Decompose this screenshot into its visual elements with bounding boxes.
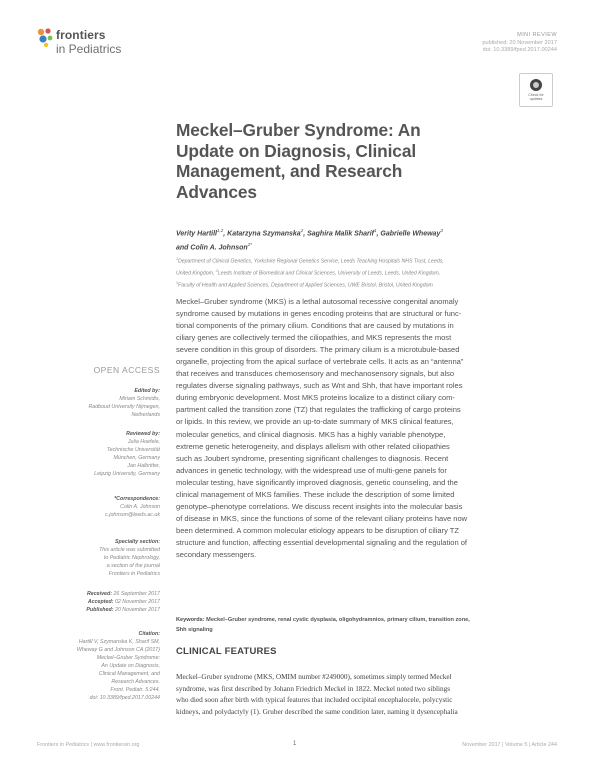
reviewer-line: Technische Universität xyxy=(106,447,160,453)
reviewer-line[interactable]: Jan Halbritter, xyxy=(127,463,160,469)
open-access-label: OPEN ACCESS xyxy=(93,365,160,375)
author-affil-sup: 2* xyxy=(247,242,252,248)
citation-line: An Update on Diagnosis, xyxy=(101,663,160,669)
updates-icon xyxy=(530,79,542,91)
article-title xyxy=(176,120,506,202)
citation-doi[interactable]: doi: 10.3389/fped.2017.00244 xyxy=(89,695,160,701)
dates-block xyxy=(20,590,160,614)
received-date: 26 September 2017 xyxy=(113,591,160,597)
updates-label-line2: updates xyxy=(529,97,543,101)
accepted-label: Accepted: xyxy=(87,599,114,605)
reviewer-line[interactable]: Julia Hoefele, xyxy=(127,439,160,445)
author-affil-sup: 1,2 xyxy=(216,228,224,233)
abstract-line: tional components of the primary cilium. Conditions that are caused by mutations in xyxy=(176,321,454,331)
abstract-line: molecular genetics, and clinical diagnosis. MKS has a highly variable phenotype, xyxy=(176,429,446,439)
abstract-line: been determined. A common molecular etiology appears to be disruption of ciliary TZ xyxy=(176,525,460,535)
article-type: MINI REVIEW xyxy=(517,32,557,38)
specialty-line: This article was submitted xyxy=(99,547,160,553)
citation-heading: Citation: xyxy=(138,631,160,637)
citation-block xyxy=(20,630,160,702)
updates-label-line1: Check for xyxy=(528,93,544,97)
abstract-line: during embryonic development. Most MKS proteins localize to a distinct ciliary com- xyxy=(176,393,455,403)
affil-sup: 3 xyxy=(176,281,178,286)
abstract-line: molecular testing, have significantly improved diagnosis, genetic counseling, and the xyxy=(176,477,458,487)
footer-journal-link[interactable]: Frontiers in Pediatrics | www.frontiersin.org xyxy=(37,742,140,748)
frontiers-logo-icon xyxy=(37,27,54,49)
citation-line: Research Advances. xyxy=(111,679,160,685)
correspondence-heading: *Correspondence: xyxy=(114,496,160,502)
author-name[interactable]: , Gabrielle Wheway xyxy=(376,230,441,238)
accepted-date: 02 November 2017 xyxy=(114,599,160,605)
received-row xyxy=(20,590,160,598)
abstract-line: secondary messengers. xyxy=(176,549,257,559)
abstract-line: severe condition in this group of disorders. The primary cilium is a microtubule-based xyxy=(176,345,460,355)
affiliations xyxy=(176,255,556,292)
abstract-line: extreme genetic heterogeneity, and displays allelism with other related ciliopathies xyxy=(176,441,450,451)
author-name[interactable]: , Katarzyna Szymanska xyxy=(223,230,301,238)
body-line: who died soon after birth with typical features that included occipital encephalocele, polycystic xyxy=(176,696,453,705)
journal-logo xyxy=(37,27,157,67)
citation-line: Front. Pediatr. 5:244. xyxy=(110,687,160,693)
author-affil-sup: 3 xyxy=(440,228,443,233)
abstract-line: such as Joubert syndrome, presenting significant challenges to diagnosis. Recent xyxy=(176,453,449,463)
body-text xyxy=(176,672,556,718)
citation-line: Wheway G and Johnson CA (2017) xyxy=(76,647,160,653)
author-name[interactable]: , Saghira Malik Sharif xyxy=(303,230,375,238)
author-affil-sup: 1 xyxy=(374,228,377,233)
article-meta xyxy=(357,32,557,55)
abstract-line: clinical management of MKS families. These include the description of some limited xyxy=(176,489,455,499)
affiliation-line: Department of Clinical Genetics, Yorkshire Regional Genetics Service, Leeds Teaching Hospitals NHS Trust, Leeds, xyxy=(178,258,444,265)
abstract-line: regulates diverse signaling pathways, such as Wnt and Shh, that have important roles xyxy=(176,381,463,391)
keywords xyxy=(176,616,553,635)
author-affil-sup: 2 xyxy=(300,228,304,233)
affil-sup: 1 xyxy=(176,257,178,261)
specialty-section-block xyxy=(20,538,160,578)
body-line: Meckel–Gruber syndrome (MKS, OMIM number #249000), sometimes simply termed Meckel xyxy=(176,673,452,681)
body-line: syndrome, was first described by Johann Friedrich Meckel in 1822. Meckel noted two siblings xyxy=(176,684,451,693)
editor-line[interactable]: Miriam Schmidts, xyxy=(119,396,160,402)
keywords-label: Keywords: xyxy=(176,617,205,623)
specialty-heading: Specialty section: xyxy=(114,539,160,545)
accepted-row xyxy=(20,598,160,606)
author-name[interactable]: Verity Hartill xyxy=(176,230,217,238)
abstract-line: genotype–phenotype correlations. We discuss recent insights into the molecular basis xyxy=(176,501,463,511)
specialty-line: Frontiers in Pediatrics xyxy=(108,571,160,577)
article-doi[interactable]: doi: 10.3389/fped.2017.00244 xyxy=(482,47,557,53)
correspondence-block xyxy=(20,495,160,519)
title-line: Meckel–Gruber Syndrome: An xyxy=(176,120,421,140)
author-name[interactable]: and Colin A. Johnson xyxy=(176,244,248,252)
citation-line: Clinical Management, and xyxy=(98,671,160,677)
published-label: Published: xyxy=(86,607,114,613)
abstract-line: syndrome caused by mutations in genes encoding proteins that are structural or func- xyxy=(176,309,462,319)
abstract-line: structure and function, affecting essential developmental signaling and the regulation of xyxy=(176,537,468,547)
footer-issue-info: November 2017 | Volume 5 | Article 244 xyxy=(462,742,557,748)
reviewer-line: München, Germany xyxy=(113,455,160,461)
body-line: kidneys, and polydactyly (1). Gruber described the same condition later, naming it dysencephalia xyxy=(176,707,458,716)
abstract-line: partment called the transition zone (TZ) that regulates the trafficking of cargo proteins xyxy=(176,405,461,415)
affiliation-line: Faculty of Health and Applied Sciences, Department of Applied Sciences, UWE Bristol, Bristol, United Kingdom xyxy=(178,283,433,290)
editor-line: Netherlands xyxy=(131,412,160,418)
edited-by-heading: Edited by: xyxy=(134,388,160,394)
abstract-line: advances in genetic technology, with the widespread use of multi-gene panels for xyxy=(176,465,447,475)
specialty-line: a section of the journal xyxy=(106,563,160,569)
citation-line: Meckel–Gruber Syndrome: xyxy=(96,655,160,661)
abstract-line: ciliary genes are collectively termed the ciliopathies, and MKS represents the most xyxy=(176,333,452,343)
abstract-line: of disease in MKS, since the functions of some of the relevant ciliary proteins have now xyxy=(176,513,468,523)
check-for-updates-badge[interactable] xyxy=(519,73,553,107)
author-list xyxy=(176,225,556,254)
citation-line: Hartill V, Szymanska K, Sharif SM, xyxy=(78,639,160,645)
keywords-list: Meckel–Gruber syndrome, renal cystic dysplasia, oligohydramnios, primary cilium, transition zone, xyxy=(204,617,470,623)
specialty-line: to Pediatric Nephrology, xyxy=(103,555,160,561)
reviewed-by-heading: Reviewed by: xyxy=(126,431,160,437)
title-line: Management, and Research xyxy=(176,161,403,181)
logo-journal-text: in Pediatrics xyxy=(56,42,122,56)
abstract-line: or lipids. In this review, we provide an up-to-date summary of MKS clinical features, xyxy=(176,417,454,427)
correspondence-email[interactable]: c.johnson@leeds.ac.uk xyxy=(105,512,160,518)
logo-frontiers-text: frontiers xyxy=(56,28,106,42)
abstract-line: that receives and transduces chemosensory and mechanosensory signals, but also xyxy=(176,369,455,379)
editor-line: Radboud University Nijmegen, xyxy=(88,404,160,410)
affiliation-line: United Kingdom, xyxy=(176,270,216,277)
section-heading: CLINICAL FEATURES xyxy=(176,646,277,657)
reviewed-by-block xyxy=(20,430,160,478)
edited-by-block xyxy=(20,387,160,419)
published-row xyxy=(20,606,160,614)
page-number: 1 xyxy=(293,741,297,747)
abstract xyxy=(176,296,553,561)
affiliation-line: Leeds Institute of Biomedical and Clinical Sciences, University of Leeds, Leeds, United Kingdom, xyxy=(217,270,441,277)
received-label: Received: xyxy=(86,591,112,597)
published-date: published: 20 November 2017 xyxy=(482,39,557,46)
keywords-list: Shh signaling xyxy=(176,626,213,633)
published-date-sidebar: 20 November 2017 xyxy=(114,607,160,613)
title-line: Update on Diagnosis, Clinical xyxy=(176,140,417,161)
title-line: Advances xyxy=(176,181,257,202)
abstract-line: organelle, projecting from the apical surface of vertebrate cells. It acts as an “antenna” xyxy=(176,357,464,367)
affil-sup: 2 xyxy=(215,269,218,274)
abstract-line: Meckel–Gruber syndrome (MKS) is a lethal autosomal recessive congenital anomaly xyxy=(176,297,459,306)
reviewer-line: Leipzig University, Germany xyxy=(94,471,160,477)
correspondence-name: Colin A. Johnson xyxy=(120,504,160,510)
